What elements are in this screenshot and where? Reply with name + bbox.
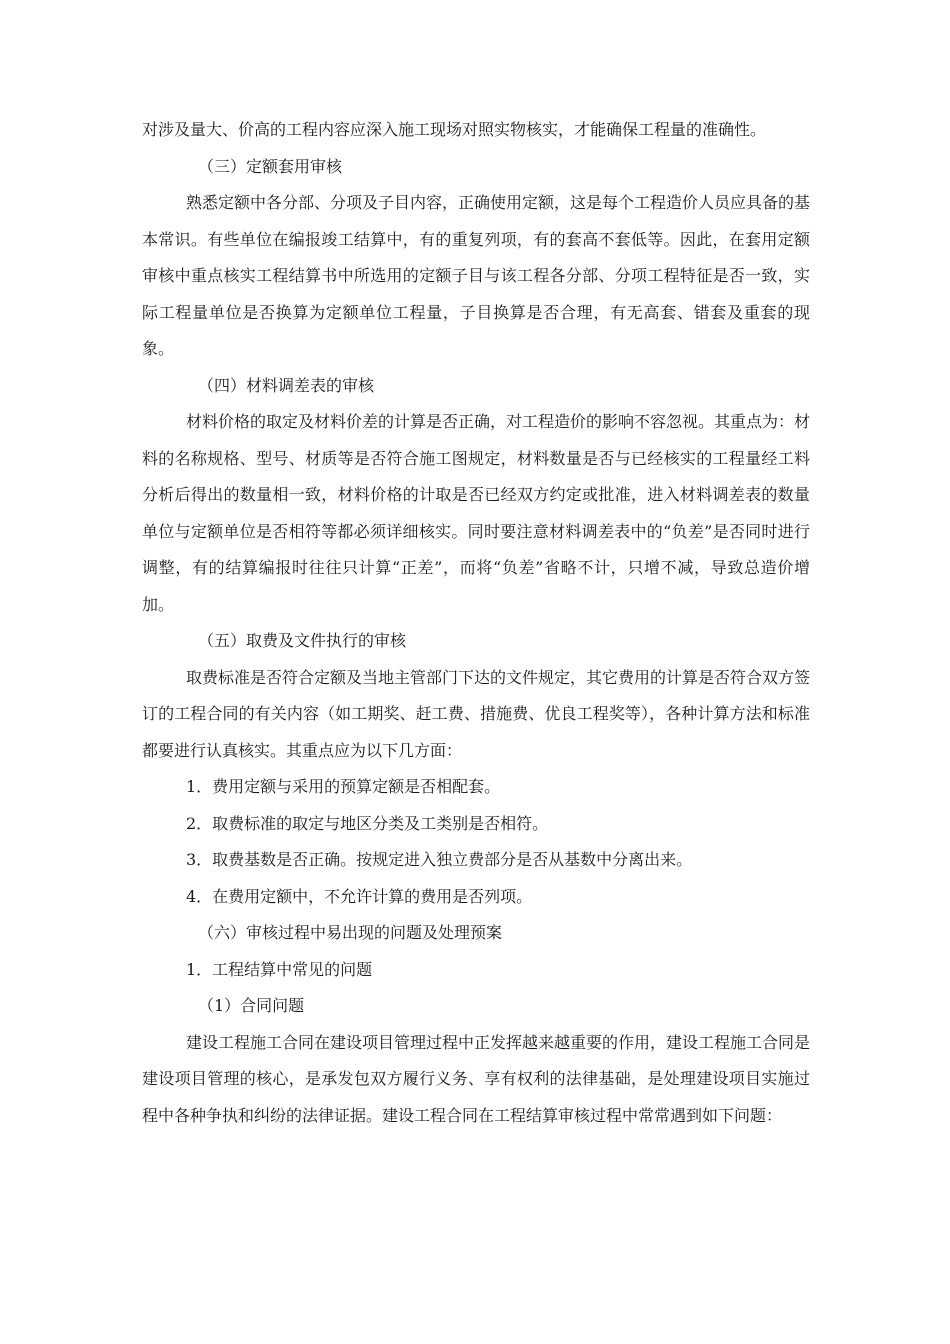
document-body [142,112,810,1134]
list-item: 4．在费用定额中，不允许计算的费用是否列项。 [186,886,533,906]
paragraph-continuation: 对涉及量大、价高的工程内容应深入施工现场对照实物核实，才能确保工程量的准确性。 [142,120,767,139]
paragraph-contract: 建设工程施工合同在建设项目管理过程中正发挥越来越重要的作用，建设工程施工合同是建设项目管理的核心，是承发包双方履行义务、享有权利的法律基础，是处理建设项目实施过程中各种争执和纠纷的法律证据。建设工程合同在工程结算审核过程中常常遇到如下问题： [142,1032,811,1125]
section-heading-4: （四）材料调差表的审核 [198,375,375,395]
list-item: 1．费用定额与采用的预算定额是否相配套。 [186,777,501,796]
list-item: 2．取费标准的取定与地区分类及工类别是否相符。 [186,813,549,833]
section-heading-5: （五）取费及文件执行的审核 [198,631,407,650]
section-heading-6: （六）审核过程中易出现的问题及处理预案 [198,923,503,942]
section-heading-3: （三）定额套用审核 [198,156,343,176]
paragraph-quota-review: 熟悉定额中各分部、分项及子目内容，正确使用定额，这是每个工程造价人员应具备的基本常识。有些单位在编报竣工结算中，有的重复列项，有的套高不套低等。因此，在套用定额审核中重点核实工程结算书中所选用的定额子目与该工程各分部、分项工程特征是否一致，实际工程量单位是否换算为定额单位工程量，子目换算是否合理，有无高套、错套及重套的现象。 [142,193,811,358]
subsection-heading-1: 1．工程结算中常见的问题 [186,959,373,979]
list-item: 3．取费基数是否正确。按规定进入独立费部分是否从基数中分离出来。 [186,850,693,869]
paragraph-material-review: 材料价格的取定及材料价差的计算是否正确，对工程造价的影响不容忽视。其重点为：材料的名称规格、型号、材质等是否符合施工图规定，材料数量是否与已经核实的工程量经工料分析后得出的数量相一致，材料价格的计取是否已经双方约定或批准，进入材料调差表的数量单位与定额单位是否相符等都必须详细核实。同时要注意材料调差表中的“负差”是否同时进行调整，有的结算编报时往往只计算“正差”，而将“负差”省略不计，只增不减，导致总造价增加。 [142,412,811,614]
paragraph-fee-review: 取费标准是否符合定额及当地主管部门下达的文件规定，其它费用的计算是否符合双方签订的工程合同的有关内容（如工期奖、赶工费、措施费、优良工程奖等），各种计算方法和标准都要进行认真核实。其重点应为以下几方面： [142,667,811,760]
subsection-heading-contract: （1）合同问题 [198,996,305,1015]
